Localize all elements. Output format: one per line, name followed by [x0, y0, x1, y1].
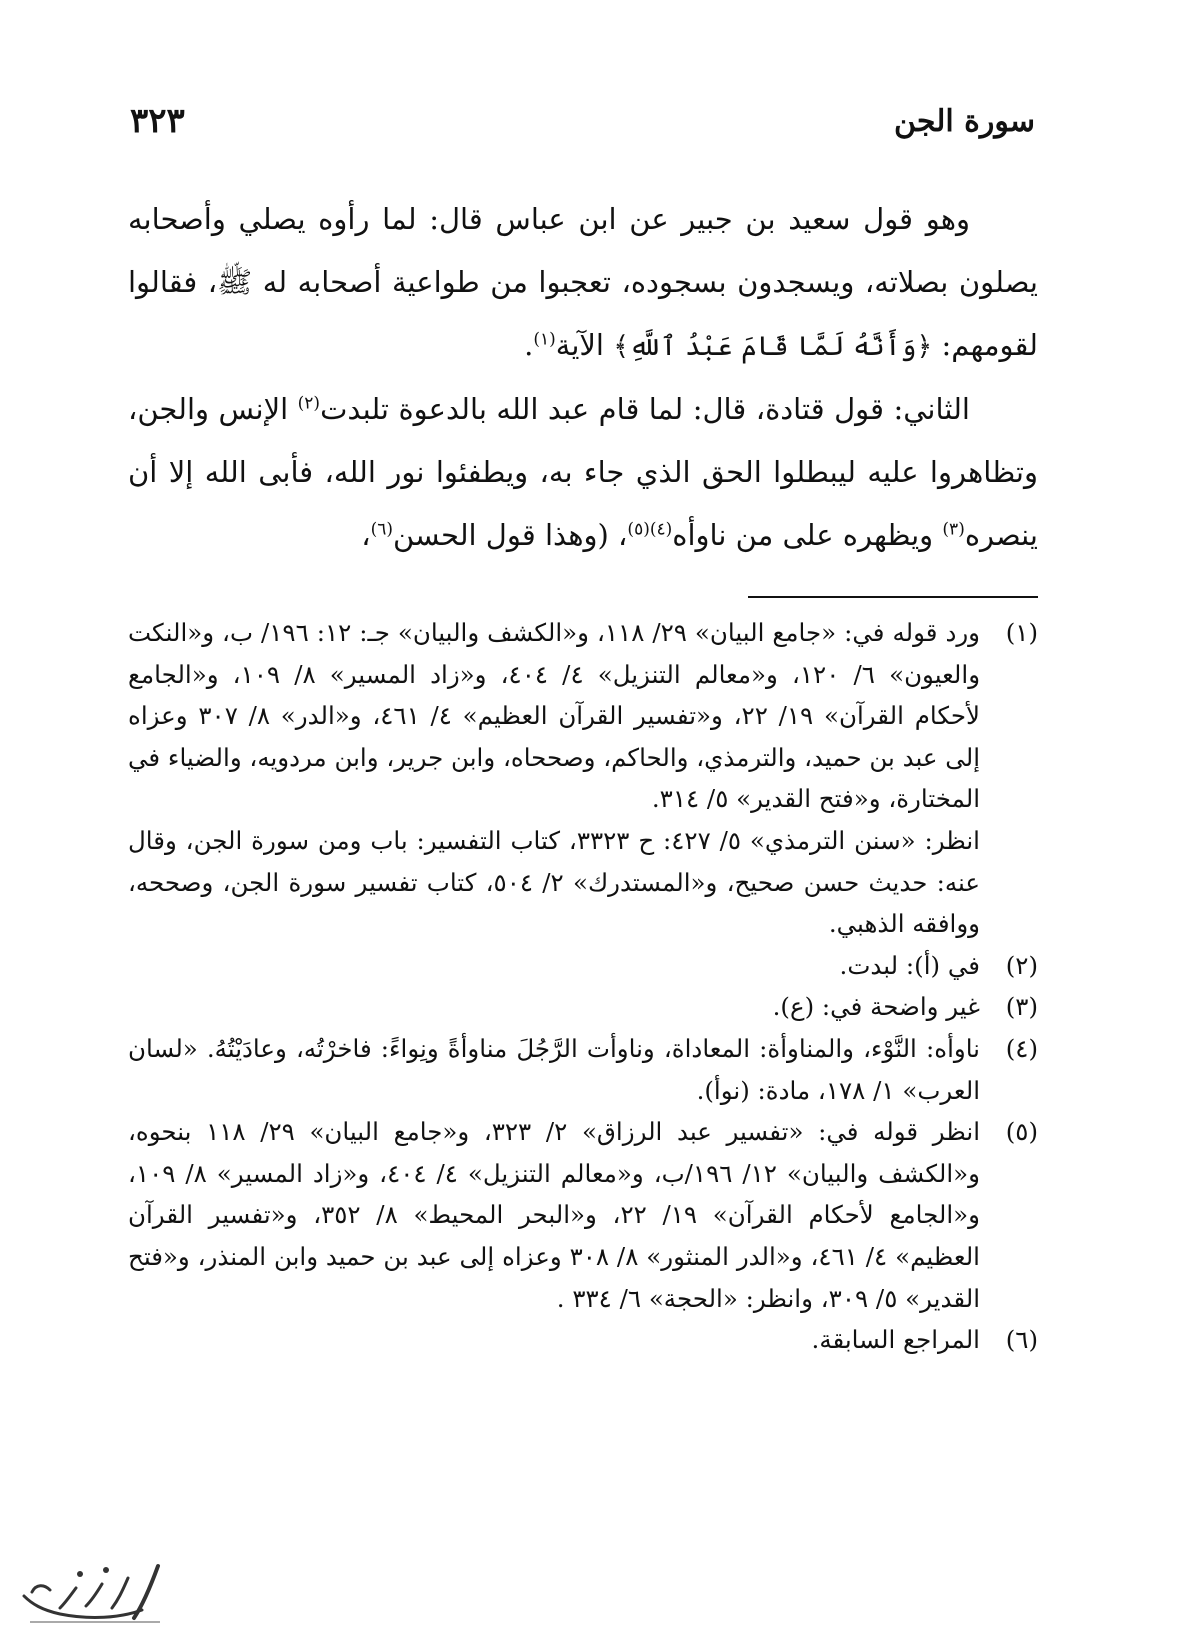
page-number: ٣٢٣	[130, 101, 185, 141]
paragraph-1-end: .	[524, 328, 534, 362]
footnote-4	[128, 1028, 1038, 1111]
paragraph-2	[128, 378, 1038, 567]
footnote-ref-4-5[interactable]: (٤)(٥)	[627, 519, 673, 540]
footnote-ref-6[interactable]: (٦)	[370, 519, 394, 540]
footnote-body: في (أ): لبدت.	[839, 950, 980, 980]
footnote-1-paragraph-1: ورد قوله في: «جامع البيان» ٢٩/ ١١٨، و«الكشف والبيان» جـ: ١٢: ١٩٦/ ب، و«النكت والعيون» ٦/ ١٢٠، و«معالم التنزيل» ٤/ ٤٠٤، و«زاد المسير» ٨/ ١٠٩، و«الجامع لأحكام القرآن» ١٩/ ٢٢، و«تفسير القرآن العظيم» ٤/ ٤٦١، و«الدر» ٨/ ٣٠٧ وعزاه إلى عبد بن حميد، والترمذي، والحاكم، وصححاه، وابن جرير، وابن مردويه، والضياء في المختارة، و«فتح القدير» ٥/ ٣١٤.	[128, 618, 981, 814]
running-title: سورة الجن	[894, 103, 1035, 139]
paragraph-2-text-4: ، (وهذا قول الحسن	[393, 518, 628, 552]
footnote-number: (٦)	[1005, 1325, 1038, 1355]
footnote-body: غير واضحة في: (ع).	[772, 992, 980, 1022]
footnote-3	[128, 986, 1038, 1028]
paragraph-2-text-1: الثاني: قول قتادة، قال: لما قام عبد الله بالدعوة تلبدت	[320, 392, 970, 426]
paragraph-1-after-verse: الآية	[555, 328, 614, 362]
footnote-2	[128, 945, 1038, 987]
footnote-number: (٣)	[1005, 992, 1038, 1022]
paragraph-2-text-5: ،	[361, 518, 371, 552]
footnote-1-paragraph-2: انظر: «سنن الترمذي» ٥/ ٤٢٧: ح ٣٣٢٣، كتاب التفسير: باب ومن سورة الجن، وقال عنه: حديث حسن صحيح، و«المستدرك» ٢/ ٥٠٤، كتاب تفسير سورة الجن، وصححه، ووافقه الذهبي.	[128, 825, 980, 939]
footnote-separator	[748, 596, 1038, 598]
paragraph-1	[128, 188, 1038, 378]
page-header	[130, 96, 1035, 146]
footnote-body: انظر قوله في: «تفسير عبد الرزاق» ٢/ ٣٢٣، و«جامع البيان» ٢٩/ ١١٨ بنحوه، و«الكشف والبيان» ١٢/ ١٩٦/ب، و«معالم التنزيل» ٤/ ٤٠٤، و«زاد المسير» ٨/ ١٠٩، و«الجامع لأحكام القرآن» ١٩/ ٢٢، و«البحر المحيط» ٨/ ٣٥٢، و«تفسير القرآن العظيم» ٤/ ٤٦١، و«الدر المنثور» ٨/ ٣٠٨ وعزاه إلى عبد بن حميد وابن المنذر، و«فتح القدير» ٥/ ٣٠٩، وانظر: «الحجة» ٦/ ٣٣٤ .	[128, 1117, 981, 1313]
quran-verse: ﴿وَأَنَّهُ لَمَّا قَامَ عَبْدُ ٱللَّهِ﴾	[613, 331, 933, 362]
footnote-5	[128, 1111, 1038, 1319]
footnote-body: ناوأه: النَّوْء، والمناوأة: المعاداة، وناوأت الرَّجُلَ مناوأةً ونِواءً: فاخرْتُه، وعادَيْتُهُ. «لسان العرب» ١/ ١٧٨، مادة: (نوأ).	[128, 1033, 980, 1105]
main-text	[128, 188, 1038, 567]
footnote-1	[128, 612, 1038, 945]
footnote-number: (٢)	[1005, 950, 1038, 980]
footnotes	[128, 612, 1038, 1361]
watermark-logo	[10, 1548, 170, 1638]
footnote-number: (٤)	[1005, 1033, 1038, 1063]
paragraph-2-text-3: ويظهره على من ناوأه	[672, 518, 943, 552]
footnote-number: (١)	[1005, 618, 1038, 647]
footnote-ref-2[interactable]: (٢)	[297, 393, 321, 414]
paragraph-1-text: وهو قول سعيد بن جبير عن ابن عباس قال: لما رأوه يصلي وأصحابه يصلون بصلاته، ويسجدون بسجوده، تعجبوا من طواعية أصحابه له ﷺ، فقالوا لقومهم:	[128, 202, 1038, 362]
footnote-number: (٥)	[1005, 1117, 1038, 1147]
footnote-body: المراجع السابقة.	[811, 1325, 980, 1355]
paragraph-2-text-2: الإنس والجن، وتظاهروا عليه ليبطلوا الحق الذي جاء به، ويطفئوا نور الله، فأبى الله إلا أن ينصره	[128, 392, 1038, 552]
footnote-6	[128, 1319, 1038, 1361]
footnote-body	[128, 612, 980, 945]
footnote-ref-1[interactable]: (١)	[533, 329, 556, 350]
footnote-ref-3[interactable]: (٣)	[942, 519, 965, 540]
